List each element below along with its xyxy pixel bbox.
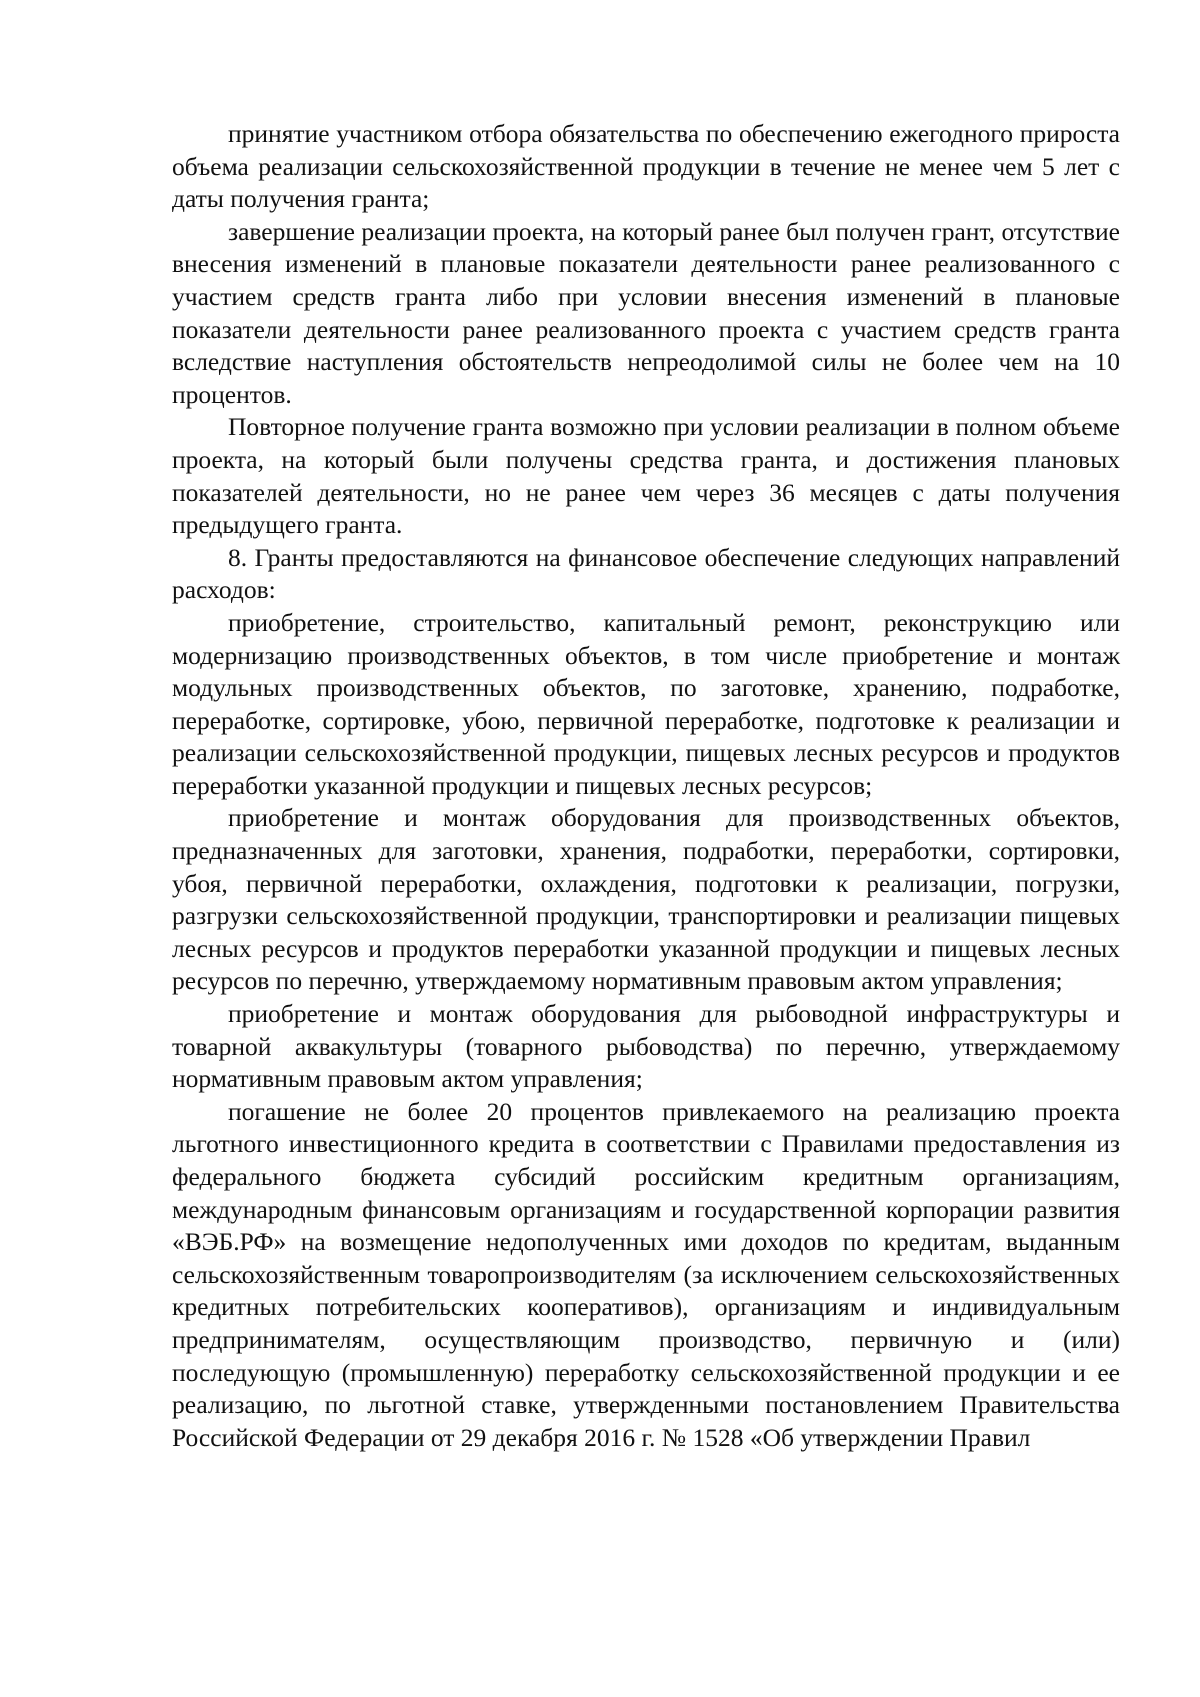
paragraph-equipment: приобретение и монтаж оборудования для производственных объектов, предназначенных для заготовки, хранения, подработки, переработки, сортировки, убоя, первичной переработки, охлаждения, подготовки к реализации, погрузки, разгрузки сельскохозяйственной продукции, транспортировки и реализации пищевых лесных ресурсов и продуктов переработки указанной продукции и пищевых лесных ресурсов по перечню, утверждаемому нормативным правовым актом управления; bbox=[172, 803, 1120, 996]
paragraph-clause-8: 8. Гранты предоставляются на финансовое обеспечение следующих направлений расходов: bbox=[172, 542, 1120, 605]
paragraph-repeat-grant: Повторное получение гранта возможно при условии реализации в полном объеме проекта, на который были получены средства гранта, и достижения плановых показателей деятельности, но не ранее чем через 36 месяцев с даты получения предыдущего гранта. bbox=[172, 412, 1120, 540]
document-body bbox=[172, 118, 1120, 1454]
paragraph-pledge-growth: принятие участником отбора обязательства по обеспечению ежегодного прироста объема реализации сельскохозяйственной продукции в течение не менее чем 5 лет с даты получения гранта; bbox=[172, 119, 1120, 214]
paragraph-production-facilities: приобретение, строительство, капитальный ремонт, реконструкцию или модернизацию производственных объектов, в том числе приобретение и монтаж модульных производственных объектов, по заготовке, хранению, подработке, переработке, сортировке, убою, первичной переработке, подготовке к реализации и реализации сельскохозяйственной продукции, пищевых лесных ресурсов и продуктов переработки указанной продукции и пищевых лесных ресурсов; bbox=[172, 607, 1120, 800]
paragraph-aquaculture: приобретение и монтаж оборудования для рыбоводной инфраструктуры и товарной аквакультуры (товарного рыбоводства) по перечню, утверждаемому нормативным правовым актом управления; bbox=[172, 999, 1120, 1094]
paragraph-loan-repayment: погашение не более 20 процентов привлекаемого на реализацию проекта льготного инвестиционного кредита в соответствии с Правилами предоставления из федерального бюджета субсидий российским кредитным организациям, международным финансовым организациям и государственной корпорации развития «ВЭБ.РФ» на возмещение недополученных ими доходов по кредитам, выданным сельскохозяйственным товаропроизводителям (за исключением сельскохозяйственных кредитных потребительских кооперативов), организациям и индивидуальным предпринимателям, осуществляющим производство, первичную и (или) последующую (промышленную) переработку сельскохозяйственной продукции и ее реализацию, по льготной ставке, утвержденными постановлением Правительства Российской Федерации от 29 декабря 2016 г. № 1528 «Об утверждении Правил bbox=[172, 1096, 1120, 1452]
paragraph-project-completion: завершение реализации проекта, на который ранее был получен грант, отсутствие внесения изменений в плановые показатели деятельности ранее реализованного с участием средств гранта либо при условии внесения изменений в плановые показатели деятельности ранее реализованного проекта с участием средств гранта вследствие наступления обстоятельств непреодолимой силы не более чем на 10 процентов. bbox=[172, 216, 1120, 409]
